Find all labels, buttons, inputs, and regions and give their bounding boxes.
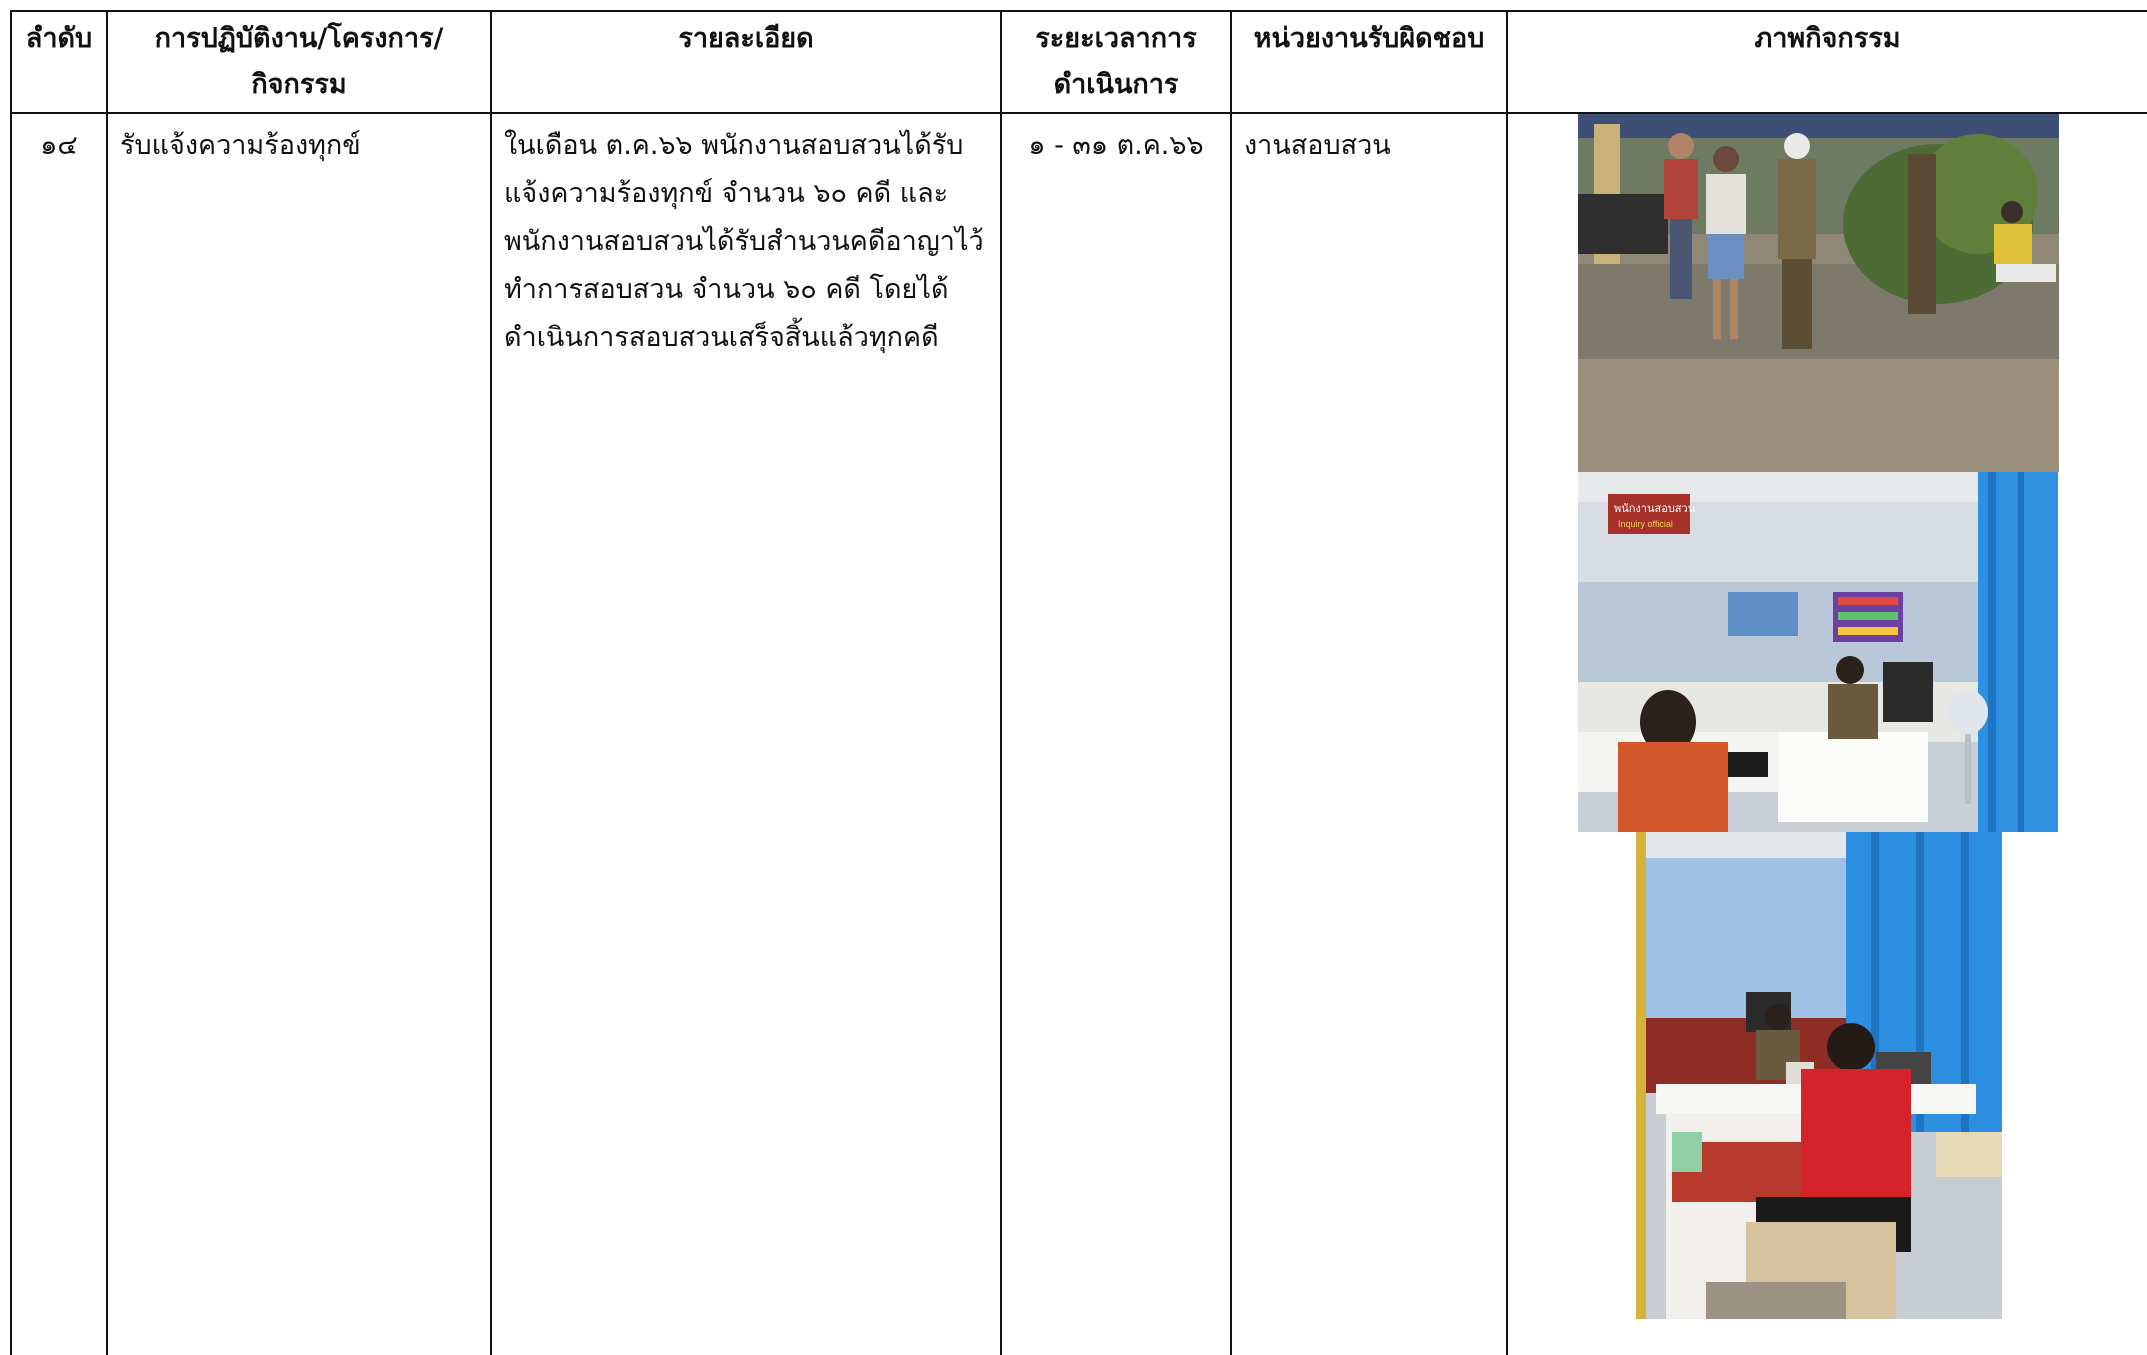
activity-photo-desk (1636, 832, 2002, 1319)
row-photos (1507, 113, 2147, 1355)
activity-photo-office (1578, 472, 2058, 832)
header-photos: ภาพกิจกรรม (1507, 11, 2147, 113)
row-project: รับแจ้งความร้องทุกข์ (107, 113, 491, 1355)
header-project: การปฏิบัติงาน/โครงการ/กิจกรรม (107, 11, 491, 113)
office-sign-english: Inquiry official (1618, 519, 1673, 529)
office-sign-thai: พนักงานสอบสวน (1614, 503, 1696, 515)
row-details: ในเดือน ต.ค.๖๖ พนักงานสอบสวนได้รับแจ้งความร้องทุกข์ จำนวน ๖๐ คดี และพนักงานสอบสวนได้รับสำนวนคดีอาญาไว้ทำการสอบสวน จำนวน ๖๐ คดี โดยได้ดำเนินการสอบสวนเสร็จสิ้นแล้วทุกคดี (491, 113, 1001, 1355)
header-unit: หน่วยงานรับผิดชอบ (1231, 11, 1507, 113)
row-order: ๑๔ (11, 113, 107, 1355)
activity-report-table (10, 10, 2147, 1355)
header-order: ลำดับ (11, 11, 107, 113)
header-details: รายละเอียด (491, 11, 1001, 113)
row-unit: งานสอบสวน (1231, 113, 1507, 1355)
activity-photo-outdoor (1578, 114, 2059, 472)
header-row (11, 11, 2147, 113)
row-period: ๑ - ๓๑ ต.ค.๖๖ (1001, 113, 1231, 1355)
header-period: ระยะเวลาการดำเนินการ (1001, 11, 1231, 113)
table-row (11, 113, 2147, 1355)
